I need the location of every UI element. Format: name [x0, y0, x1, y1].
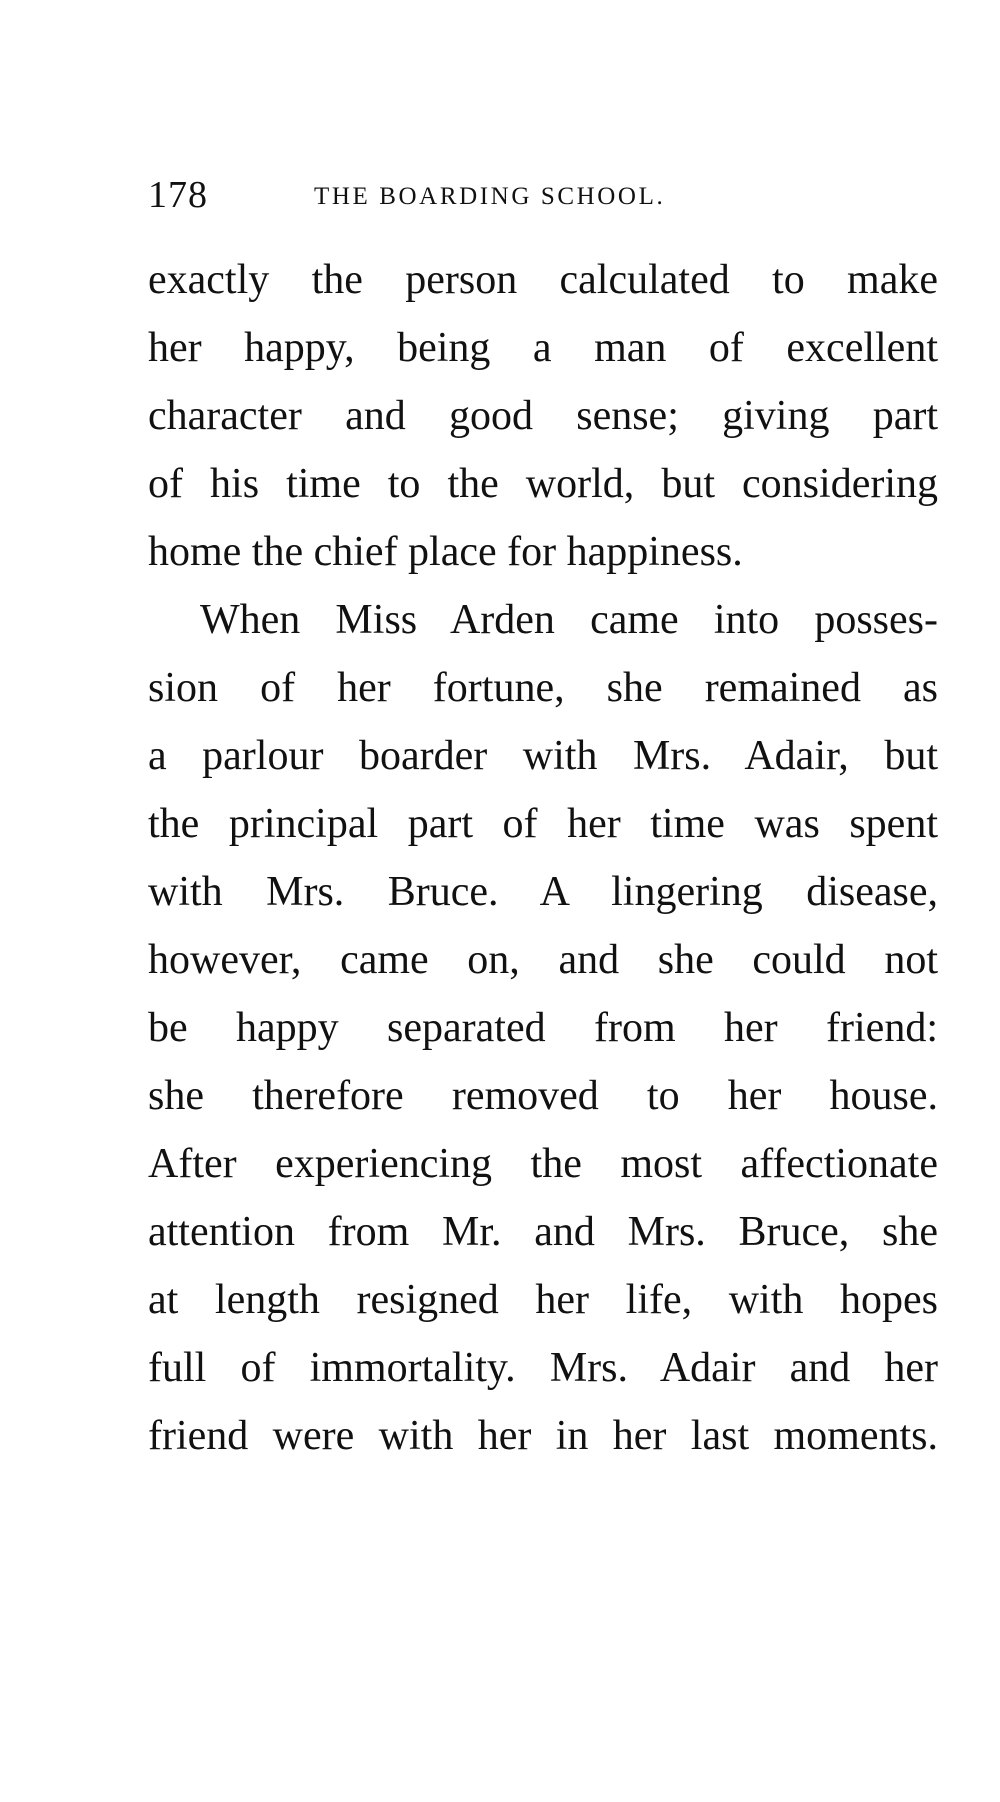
text-line: attention from Mr. and Mrs. Bruce, she — [148, 1209, 938, 1255]
text-line: home the chief place for happiness. — [148, 529, 743, 575]
text-line: sion of her fortune, she remained as — [148, 665, 938, 711]
text-line: her happy, being a man of excellent — [148, 325, 938, 371]
text-line: she therefore removed to her house. — [148, 1073, 938, 1119]
running-head — [148, 170, 788, 220]
text-line: full of immortality. Mrs. Adair and her — [148, 1345, 938, 1391]
page-number: 178 — [148, 174, 208, 216]
text-line: character and good sense; giving part — [148, 393, 938, 439]
text-line: a parlour boarder with Mrs. Adair, but — [148, 733, 938, 779]
text-line: When Miss Arden came into posses- — [200, 597, 938, 643]
text-line: After experiencing the most affectionate — [148, 1141, 938, 1187]
text-line: exactly the person calculated to make — [148, 257, 938, 303]
text-line: with Mrs. Bruce. A lingering disease, — [148, 869, 938, 915]
text-line: of his time to the world, but considering — [148, 461, 938, 507]
running-title: THE BOARDING SCHOOL. — [314, 183, 666, 210]
text-line: friend were with her in her last moments. — [148, 1413, 938, 1459]
text-line: be happy separated from her friend: — [148, 1005, 938, 1051]
text-line: the principal part of her time was spent — [148, 801, 938, 847]
text-line: at length resigned her life, with hopes — [148, 1277, 938, 1323]
text-line: however, came on, and she could not — [148, 937, 938, 983]
